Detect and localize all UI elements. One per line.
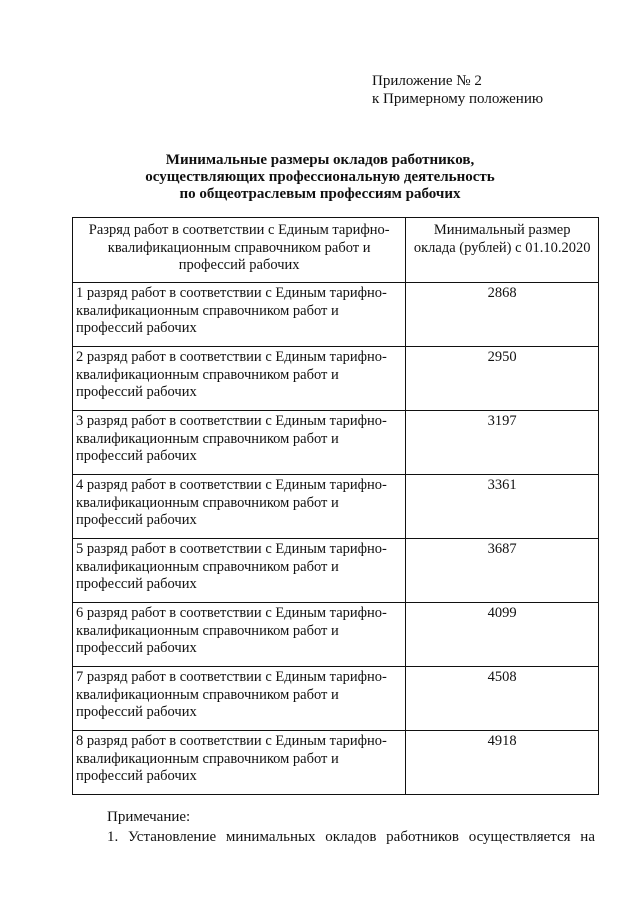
salary-cell: 4099 — [406, 603, 599, 667]
appendix-number: Приложение № 2 — [372, 73, 482, 89]
grade-cell: 3 разряд работ в соответствии с Единым тарифно- квалификационным справочником работ и профессий рабочих — [73, 411, 406, 475]
salary-cell: 3197 — [406, 411, 599, 475]
grade-cell: 2 разряд работ в соответствии с Единым тарифно- квалификационным справочником работ и профессий рабочих — [73, 347, 406, 411]
salary-cell: 4508 — [406, 667, 599, 731]
salary-cell: 3361 — [406, 475, 599, 539]
grade-cell: 6 разряд работ в соответствии с Единым тарифно- квалификационным справочником работ и профессий рабочих — [73, 603, 406, 667]
table-row — [73, 603, 599, 667]
grade-cell: 8 разряд работ в соответствии с Единым тарифно- квалификационным справочником работ и профессий рабочих — [73, 731, 406, 795]
salary-table — [72, 217, 599, 795]
salary-cell: 2868 — [406, 283, 599, 347]
salary-cell: 4918 — [406, 731, 599, 795]
appendix-reference: к Примерному положению — [372, 91, 544, 107]
table-row — [73, 347, 599, 411]
title-line-2: осуществляющих профессиональную деятельность — [145, 169, 495, 185]
header-min-salary: Минимальный размер оклада (рублей) с 01.10.2020 — [406, 218, 599, 283]
table-row — [73, 731, 599, 795]
document-title — [100, 152, 540, 203]
grade-cell: 4 разряд работ в соответствии с Единым тарифно- квалификационным справочником работ и профессий рабочих — [73, 475, 406, 539]
grade-cell: 7 разряд работ в соответствии с Единым тарифно- квалификационным справочником работ и профессий рабочих — [73, 667, 406, 731]
table-row — [73, 667, 599, 731]
title-line-3: по общеотраслевым профессиям рабочих — [179, 186, 461, 202]
header-grade: Разряд работ в соответствии с Единым тарифно- квалификационным справочником работ и профессий рабочих — [73, 218, 406, 283]
note-title: Примечание: — [107, 809, 191, 825]
appendix-header — [372, 72, 543, 108]
salary-cell: 2950 — [406, 347, 599, 411]
table-row — [73, 411, 599, 475]
table-row — [73, 475, 599, 539]
grade-cell: 5 разряд работ в соответствии с Единым тарифно- квалификационным справочником работ и профессий рабочих — [73, 539, 406, 603]
table-header-row — [73, 218, 599, 283]
table-row — [73, 283, 599, 347]
salary-cell: 3687 — [406, 539, 599, 603]
table-row — [73, 539, 599, 603]
note-item-1: 1. Установление минимальных окладов работников осуществляется на — [107, 829, 595, 845]
grade-cell: 1 разряд работ в соответствии с Единым тарифно- квалификационным справочником работ и профессий рабочих — [73, 283, 406, 347]
title-line-1: Минимальные размеры окладов работников, — [165, 152, 475, 168]
